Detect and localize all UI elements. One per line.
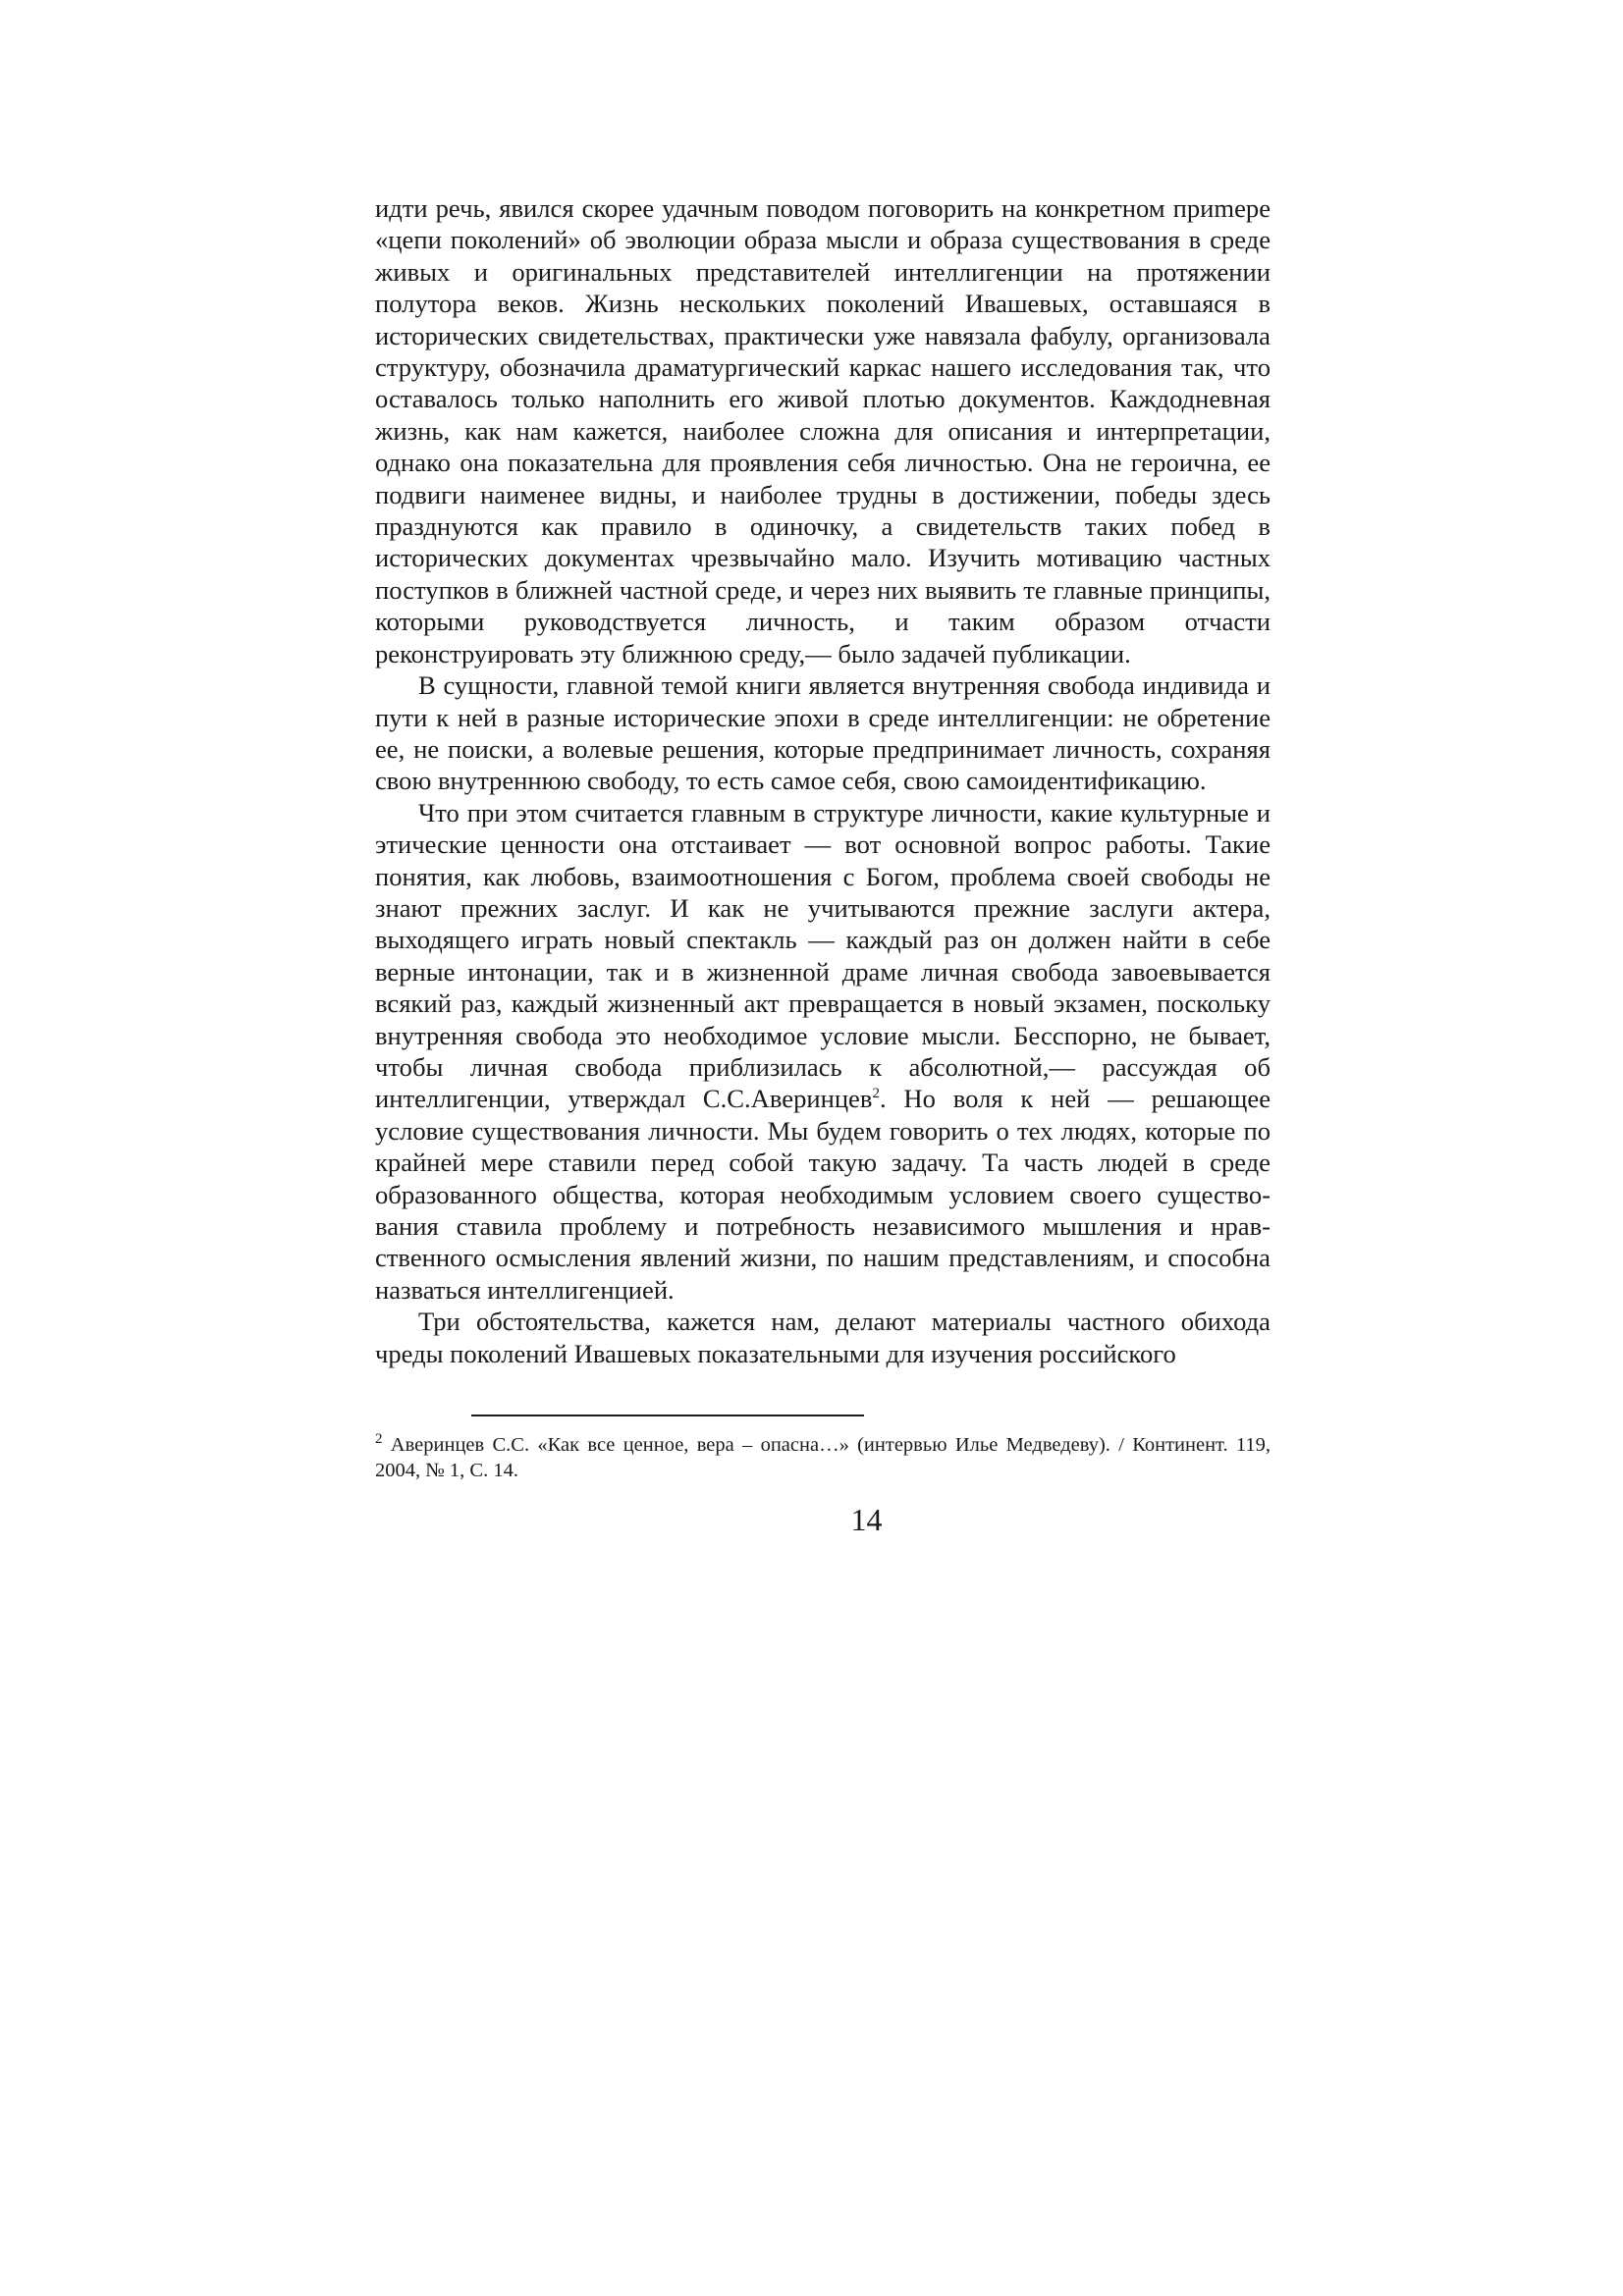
footnote-text: Аверинцев С.С. «Как все ценное, вера – опасна…» (интервью Илье Медведеву). / Континент. 119, 2004, № 1, С. 14. (375, 1434, 1271, 1481)
footnote-separator (471, 1415, 864, 1416)
page-body (375, 192, 1271, 1369)
paragraph-3-text-before-ref: Что при этом считается главным в структуре личности, какие культурные и этические ценности она отстаивает — вот основной вопрос работы. Такие понятия, как любовь, взаимоотношения с Богом, проблема своей свободы не знают прежних заслуг. И как не учитываются прежние заслуги актера, выходящего играть новый спектакль — каждый раз он должен найти в себе верные интонации, так и в жизненной драме личная свобода завоевывается всякий раз, каждый жизненный акт превращается в новый экзамен, поскольку внутренняя свобода это необходимое условие мысли. Бесспорно, не бывает, чтобы личная свобода приблизилась к абсолютной,— рассуждая об интеллигенции, утверждал С.С.Аверинцев (375, 797, 1271, 1114)
footnote-marker: 2 (375, 1431, 383, 1448)
paragraph-1: идти речь, явился скорее удачным поводом поговорить на конкретном приmере «цепи поколений» об эволюции образа мысли и образа существования в среде живых и оригинальных представителей интеллигенции на протяжении полутора веков. Жизнь нескольких поколений Ивашевых, оставшаяся в исторических свидетельствах, практически уже навязала фабулу, организовала структуру, обозначила драматургический каркас нашего исследования так, что оставалось только наполнить его живой плотью документов. Каждодневная жизнь, как нам кажется, наиболее сложна для описания и интерпретации, однако она показательна для проявления себя личностью. Она не героична, ее подвиги наименее видны, и наиболее трудны в достижении, победы здесь празднуются как правило в одиночку, а свидетельств таких побед в исторических документах чрезвычайно мало. Изучить мотивацию частных поступков в ближней частной среде, и через них выявить те главные принципы, которыми руководствуется личность, и таким образом отчасти реконструировать эту ближнюю среду,— было задачей публикации. (375, 193, 1271, 668)
paragraph-3 (375, 797, 1271, 1307)
footnote (375, 1432, 1271, 1483)
paragraph-2: В сущности, главной темой книги является внутренняя свобода индивида и пути к ней в разные исторические эпохи в среде интеллигенции: не обретение ее, не поиски, а волевые решения, которые предпринимает личность, сохраняя свою внутреннюю свободу, то есть самое себя, свою самоидентификацию. (375, 670, 1271, 796)
footnote-reference[interactable]: 2 (872, 1086, 880, 1102)
page-number: 14 (850, 1502, 883, 1537)
paragraph-3-text-after-ref: . Но воля к ней — решающее условие существования личности. Мы будем говорить о тех людях, которые по крайней мере ставили перед собой такую задачу. Та часть людей в среде образованного общества, которая необходимым условием своего существования ставила проблему и потребность независимого мышления и нравственного осмысления явлений жизни, по нашим представлениям, и способна назваться интеллигенцией. (375, 1084, 1271, 1305)
paragraph-4: Три обстоятельства, кажется нам, делают материалы частного обихода чреды поколений Ивашевых показательными для изучения российского (375, 1307, 1271, 1368)
